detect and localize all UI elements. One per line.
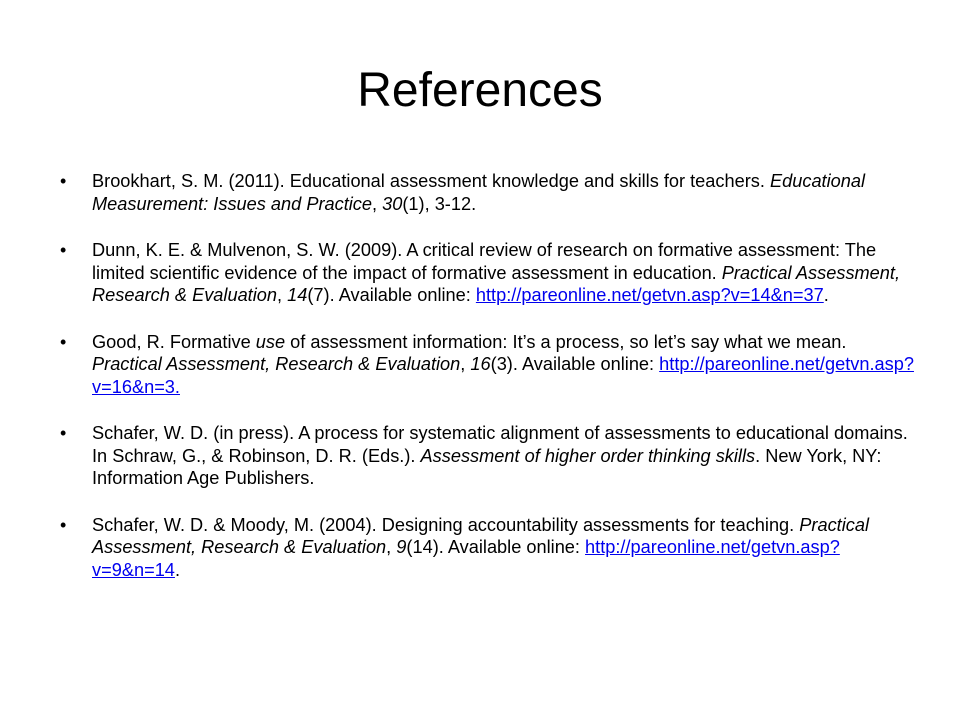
reference-text-run: . [174,559,180,580]
reference-text [92,423,908,488]
reference-link[interactable]: http://pareonline.net/getvn.asp?v=9&n=14 [92,537,840,580]
reference-italic-text: use [255,331,286,352]
reference-text-run: , [460,354,471,374]
reference-text-run: , [277,285,288,305]
reference-italic-text: Practical Assessment, Research & Evaluation [92,262,901,305]
bullet-icon: • [60,171,67,191]
reference-italic-text: 14 [287,285,308,305]
reference-italic-text: Practical Assessment, Research & Evaluation [92,354,461,374]
reference-text-run: Brookhart, S. M. (2011). Educational assessment knowledge and skills for teachers. [92,171,770,191]
reference-text [92,240,900,305]
reference-italic-text: 30 [382,193,403,214]
reference-text-run: Schafer, W. D. & Moody, M. (2004). Designing accountability assessments for teaching. [92,514,800,535]
reference-italic-text: Practical Assessment, Research & Evaluation [92,514,870,557]
reference-text-run: (7). Available online: [307,285,476,305]
reference-text-run: Schafer, W. D. (in press). A process for systematic alignment of assessments to educational domains. In Schraw, G., & Robinson, D. R. (Eds.). [92,423,908,466]
reference-item [58,239,918,307]
reference-item [58,422,918,490]
reference-text [92,515,869,580]
bullet-icon: • [60,331,67,352]
reference-text-run: Dunn, K. E. & Mulvenon, S. W. (2009). A critical review of research on formative assessment: The limited scientific evidence of the impact of formative assessment in education. [92,240,877,283]
reference-item [58,331,918,399]
bullet-icon: • [60,423,67,443]
reference-italic-text: Assessment of higher order thinking skills [420,445,756,466]
reference-text-run: (3). Available online: [490,354,660,374]
reference-italic-text: Educational Measurement: Issues and Practice [92,171,866,214]
reference-text-run: , [372,193,383,214]
reference-text-run: Good, R. Formative [92,331,256,352]
bullet-icon: • [60,240,67,260]
reference-text-run: (1), 3-12. [402,193,477,214]
reference-text-run: of assessment information: It’s a process, so let’s say what we mean. [285,331,847,352]
reference-text-run: . New York, NY: Information Age Publishers. [92,445,882,488]
reference-list [58,170,918,605]
reference-link[interactable]: http://pareonline.net/getvn.asp?v=16&n=3. [92,354,914,397]
reference-italic-text: 16 [470,354,491,374]
reference-item [58,170,918,215]
reference-text [92,171,865,214]
reference-item [58,514,918,582]
slide-title: References [357,64,603,117]
reference-text-run: (14). Available online: [406,537,586,557]
reference-text-run: , [386,537,397,557]
reference-text-run: . [823,285,829,305]
bullet-icon: • [60,514,67,535]
reference-link[interactable]: http://pareonline.net/getvn.asp?v=14&n=37 [475,285,824,305]
reference-italic-text: 9 [396,537,407,557]
reference-text [92,332,914,397]
